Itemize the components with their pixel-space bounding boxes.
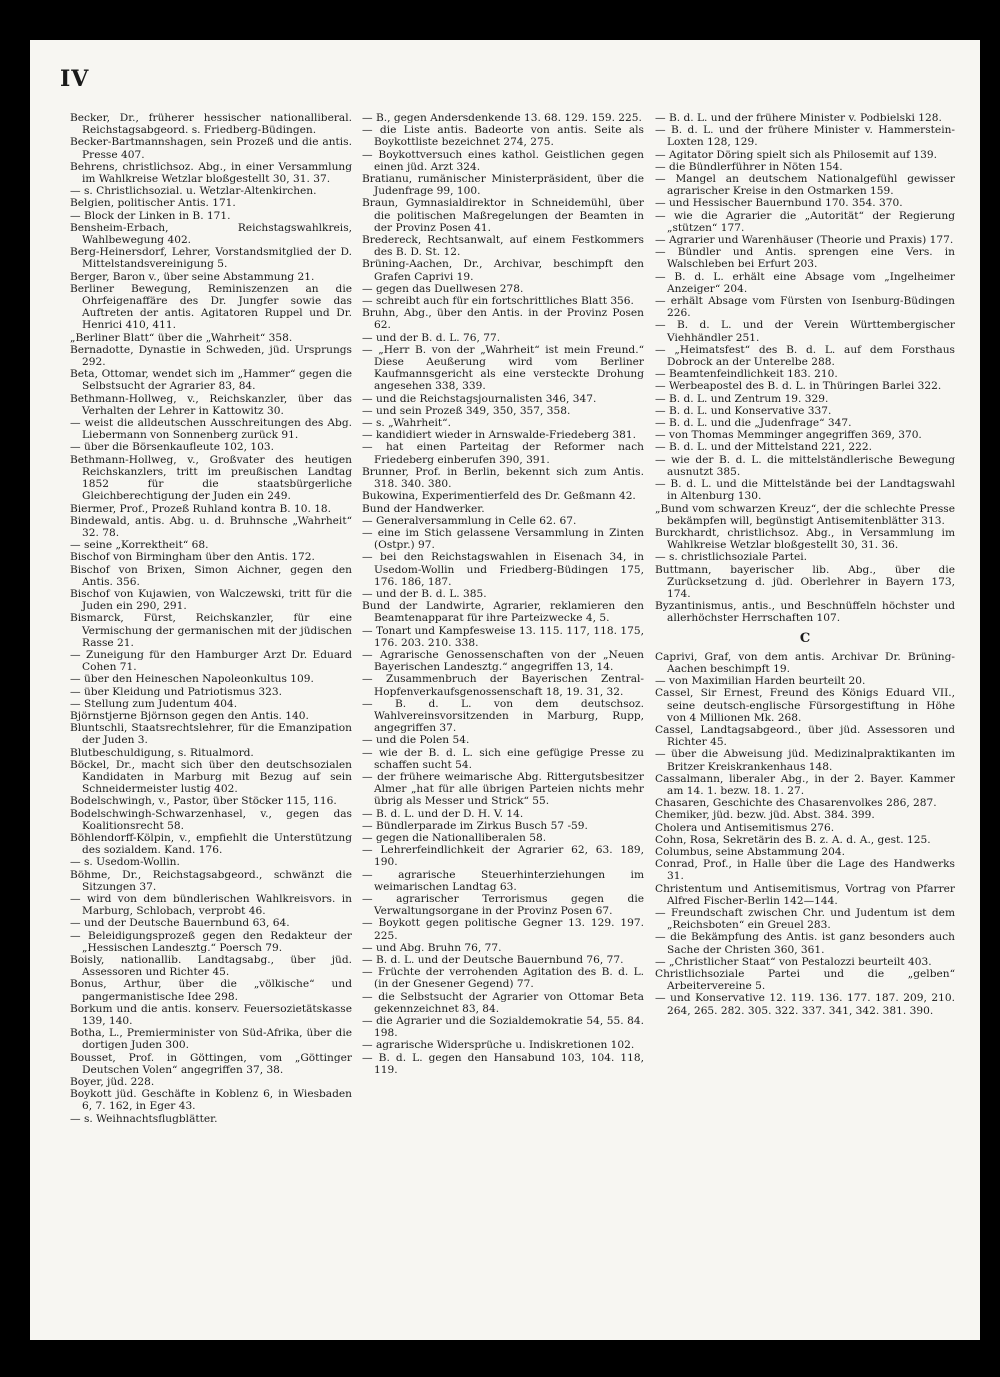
index-entry: — der frühere weimarische Abg. Rittergutsbesitzer Almer „hat für alle übrigen Parteien nichts mehr übrig als Messer und Strick“ 55. bbox=[362, 770, 644, 808]
index-entry: Bindewald, antis. Abg. u. d. Bruhnsche „Wahrheit“ 32. 78. bbox=[70, 514, 352, 539]
index-entry: — B. d. L. und Konservative 337. bbox=[655, 404, 832, 417]
index-entry: — und die Polen 54. bbox=[362, 734, 470, 747]
index-entry: Berger, Baron v., über seine Abstammung 21. bbox=[70, 270, 315, 283]
index-entry: — Lehrerfeindlichkeit der Agrarier 62, 63. 189, 190. bbox=[362, 844, 644, 869]
index-column-3 bbox=[655, 112, 955, 1017]
index-entry: Bensheim-Erbach, Reichstagswahlkreis, Wahlbewegung 402. bbox=[70, 221, 352, 247]
index-entry: Bund der Landwirte, Agrarier, reklamieren den Beamtenapparat für ihre Parteizwecke 4, 5. bbox=[362, 600, 644, 625]
index-entry: — Bündler und Antis. sprengen eine Vers. in Walschleben bei Erfurt 203. bbox=[655, 246, 955, 271]
index-entry: Berliner Bewegung, Reminiszenzen an die Ohrfeigenaffäre des Dr. Jungfer sowie das Auftreten der antis. Agitatoren Ruppel und Dr. Henrici 410, 411. bbox=[70, 282, 352, 332]
index-entry: — von Thomas Memminger angegriffen 369, 370. bbox=[655, 429, 922, 442]
index-entry: — B. d. L. von dem deutschsoz. Wahlvereinsvorsitzenden in Marburg, Rupp, angegriffen 37. bbox=[362, 697, 644, 735]
index-entry: — Agrarische Genossenschaften von der „Neuen Bayerischen Landesztg.“ angegriffen 13, 14. bbox=[362, 648, 644, 674]
index-entry: Beta, Ottomar, wendet sich im „Hammer“ gegen die Selbstsucht der Agrarier 83, 84. bbox=[70, 368, 352, 393]
index-entry: Bernadotte, Dynastie in Schweden, jüd. Ursprungs 292. bbox=[70, 343, 352, 369]
index-entry: — Boykott gegen politische Gegner 13. 129. 197. 225. bbox=[362, 917, 644, 942]
index-entry: — agrarische Widersprüche u. Indiskretionen 102. bbox=[362, 1039, 635, 1052]
index-entry: — schreibt auch für ein fortschrittliches Blatt 356. bbox=[362, 295, 634, 308]
index-entry: — B. d. L. erhält eine Absage vom „Ingelheimer Anzeiger“ 204. bbox=[655, 270, 955, 295]
index-entry: Cassel, Landtagsabgeord., über jüd. Assessoren und Richter 45. bbox=[655, 723, 955, 749]
section-letter: C bbox=[799, 630, 811, 646]
index-entry: Boisly, nationallib. Landtagsabg., über jüd. Assessoren und Richter 45. bbox=[70, 954, 352, 979]
index-entry: — gegen das Duellwesen 278. bbox=[362, 282, 524, 295]
index-entry: — Boykottversuch eines kathol. Geistlichen gegen einen jüd. Arzt 324. bbox=[362, 148, 644, 173]
index-entry: — und der Deutsche Bauernbund 63, 64. bbox=[70, 917, 290, 930]
index-entry: — gegen die Nationalliberalen 58. bbox=[362, 831, 547, 844]
index-entry: — und die Reichstagsjournalisten 346, 347. bbox=[362, 392, 597, 405]
index-entry: — erhält Absage vom Fürsten von Isenburg-Büdingen 226. bbox=[655, 295, 955, 320]
index-entry: Cholera und Antisemitismus 276. bbox=[655, 821, 835, 834]
index-entry: — und sein Prozeß 349, 350, 357, 358. bbox=[362, 404, 571, 417]
index-entry: — wie der B. d. L. sich eine gefügige Presse zu schaffen sucht 54. bbox=[362, 746, 644, 771]
index-entry: Chemiker, jüd. bezw. jüd. Abst. 384. 399. bbox=[655, 809, 875, 822]
index-entry: Böckel, Dr., macht sich über den deutschsozialen Kandidaten in Marburg mit Bezug auf sein Schneidermeister lustig 402. bbox=[70, 758, 352, 796]
index-entry: Caprivi, Graf, von dem antis. Archivar Dr. Brüning-Aachen beschimpft 19. bbox=[655, 650, 955, 675]
index-column-3-part-c bbox=[655, 651, 955, 1017]
index-entry: Byzantinismus, antis., und Beschnüffeln höchster und allerhöchster Herrschaften 107. bbox=[655, 600, 955, 625]
index-entry: Burckhardt, christlichsoz. Abg., in Versammlung im Wahlkreise Wetzlar bloßgestellt 30, 31. 36. bbox=[655, 526, 955, 552]
index-entry: Bredereck, Rechtsanwalt, auf einem Festkommers des B. D. St. 12. bbox=[362, 234, 644, 259]
index-entry: — B., gegen Andersdenkende 13. 68. 129. 159. 225. bbox=[362, 112, 642, 124]
index-entry: — über Kleidung und Patriotismus 323. bbox=[70, 685, 282, 698]
index-entry: Bethmann-Hollweg, v., Großvater des heutigen Reichskanzlers, tritt im preußischen Landtag 1852 für die staatsbürgerliche Gleichberechtigung der Juden ein 249. bbox=[70, 453, 352, 503]
index-entry: Buttmann, bayerischer lib. Abg., über die Zurücksetzung d. jüd. Oberlehrer in Bayern 173, 174. bbox=[655, 563, 955, 600]
index-entry: — seine „Korrektheit“ 68. bbox=[70, 539, 209, 552]
index-entry: — über die Abweisung jüd. Medizinalpraktikanten im Britzer Kreiskrankenhaus 148. bbox=[655, 748, 955, 773]
index-entry: Botha, L., Premierminister von Süd-Afrika, über die dortigen Juden 300. bbox=[70, 1027, 352, 1052]
index-entry: — und Hessischer Bauernbund 170. 354. 370. bbox=[655, 197, 903, 210]
index-entry: Berg-Heinersdorf, Lehrer, Vorstandsmitglied der D. Mittelstandsvereinigung 5. bbox=[70, 246, 352, 271]
index-entry: — die Bekämpfung des Antis. ist ganz besonders auch Sache der Christen 360, 361. bbox=[655, 931, 955, 956]
index-entry: — und der B. d. L. 385. bbox=[362, 587, 487, 600]
index-page bbox=[30, 40, 980, 1340]
index-entry: — Beamtenfeindlichkeit 183. 210. bbox=[655, 368, 838, 381]
index-entry: — B. d. L. und der frühere Minister v. Podbielski 128. bbox=[655, 112, 942, 124]
index-entry: Böhlendorff-Kölpin, v., empfiehlt die Unterstützung des sozialdem. Kand. 176. bbox=[70, 831, 352, 857]
index-entry: Bismarck, Fürst, Reichskanzler, für eine Vermischung der germanischen mit der jüdischen Rasse 21. bbox=[70, 612, 352, 649]
index-entry: — die Selbstsucht der Agrarier von Ottomar Beta gekennzeichnet 83, 84. bbox=[362, 990, 644, 1015]
index-entry: — B. d. L. und der Verein Württembergischer Viehhändler 251. bbox=[655, 319, 955, 344]
index-entry: — von Maximilian Harden beurteilt 20. bbox=[655, 675, 866, 688]
index-entry: Björnstjerne Björnson gegen den Antis. 140. bbox=[70, 709, 309, 722]
index-entry: — die Agrarier und die Sozialdemokratie 54, 55. 84. 198. bbox=[362, 1015, 644, 1040]
index-entry: — s. Christlichsozial. u. Wetzlar-Altenkirchen. bbox=[70, 185, 317, 198]
index-entry: — Tonart und Kampfesweise 13. 115. 117, 118. 175, 176. 203. 210. 338. bbox=[362, 624, 644, 649]
index-entry: — über den Heineschen Napoleonkultus 109. bbox=[70, 673, 314, 686]
index-entry: — „Heimatsfest“ des B. d. L. auf dem Forsthaus Dobrock an der Unterelbe 288. bbox=[655, 343, 955, 369]
index-entry: — wie die Agrarier die „Autorität“ der Regierung „stützen“ 177. bbox=[655, 209, 955, 234]
index-entry: Christlichsoziale Partei und die „gelben“ Arbeitervereine 5. bbox=[655, 968, 955, 993]
index-entry: — und Konservative 12. 119. 136. 177. 187. 209, 210. 264, 265. 282. 305. 322. 337. 341, 342. 381. 390. bbox=[655, 992, 955, 1017]
index-entry: — Mangel an deutschem Nationalgefühl gewisser agrarischer Kreise in den Ostmarken 159. bbox=[655, 173, 955, 198]
index-entry: „Bund vom schwarzen Kreuz“, der die schlechte Presse bekämpfen will, begünstigt Antisemitenblätter 313. bbox=[655, 502, 955, 527]
index-entry: Bluntschli, Staatsrechtslehrer, für die Emanzipation der Juden 3. bbox=[70, 722, 352, 747]
index-entry: „Berliner Blatt“ über die „Wahrheit“ 358. bbox=[70, 331, 293, 344]
index-entry: — Generalversammlung in Celle 62. 67. bbox=[362, 514, 577, 527]
index-entry: Bischof von Birmingham über den Antis. 172. bbox=[70, 551, 315, 564]
index-entry: — und Abg. Bruhn 76, 77. bbox=[362, 941, 502, 954]
index-entry: Bonus, Arthur, über die „völkische“ und pangermanistische Idee 298. bbox=[70, 978, 352, 1003]
index-entry: — Werbeapostel des B. d. L. in Thüringen Barlei 322. bbox=[655, 380, 942, 393]
index-entry: Cohn, Rosa, Sekretärin des B. z. A. d. A., gest. 125. bbox=[655, 833, 931, 846]
index-entry: Bruhn, Abg., über den Antis. in der Provinz Posen 62. bbox=[362, 307, 644, 332]
index-entry: Bukowina, Experimentierfeld des Dr. Geßmann 42. bbox=[362, 490, 636, 503]
index-entry: — Beleidigungsprozeß gegen den Redakteur der „Hessischen Landesztg.“ Poersch 79. bbox=[70, 929, 352, 954]
index-entry: — über die Börsenkaufleute 102, 103. bbox=[70, 441, 274, 454]
page-number: IV bbox=[60, 66, 90, 92]
index-entry: — die Liste antis. Badeorte von antis. Seite als Boykottliste bezeichnet 274, 275. bbox=[362, 124, 644, 149]
index-entry: Bischof von Brixen, Simon Aichner, gegen den Antis. 356. bbox=[70, 563, 352, 588]
index-entry: — Freundschaft zwischen Chr. und Judentum ist dem „Reichsboten“ ein Greuel 283. bbox=[655, 907, 955, 932]
index-entry: Brüning-Aachen, Dr., Archivar, beschimpft den Grafen Caprivi 19. bbox=[362, 258, 644, 283]
index-entry: — Zuneigung für den Hamburger Arzt Dr. Eduard Cohen 71. bbox=[70, 648, 352, 674]
index-entry: — Früchte der verrohenden Agitation des B. d. L. (in der Gnesener Gegend) 77. bbox=[362, 966, 644, 991]
index-entry: — agrarische Steuerhinterziehungen im weimarischen Landtag 63. bbox=[362, 868, 644, 893]
index-entry: Bratianu, rumänischer Ministerpräsident, über die Judenfrage 99, 100. bbox=[362, 173, 644, 198]
index-column-3-part-b bbox=[655, 112, 955, 625]
index-entry: Boyer, jüd. 228. bbox=[70, 1076, 155, 1089]
index-entry: — Stellung zum Judentum 404. bbox=[70, 697, 238, 710]
index-entry: — und der B. d. L. 76, 77. bbox=[362, 331, 501, 344]
index-entry: — wie der B. d. L. die mittelständlerische Bewegung ausnutzt 385. bbox=[655, 453, 955, 478]
index-entry: Borkum und die antis. konserv. Feuersozietätskasse 139, 140. bbox=[70, 1002, 352, 1028]
index-entry: Bischof von Kujawien, von Walczewski, tritt für die Juden ein 290, 291. bbox=[70, 587, 352, 613]
index-entry: — Bündlerparade im Zirkus Busch 57 -59. bbox=[362, 819, 588, 832]
index-entry: Chasaren, Geschichte des Chasarenvolkes 286, 287. bbox=[655, 797, 937, 810]
index-entry: — Agrarier und Warenhäuser (Theorie und Praxis) 177. bbox=[655, 234, 954, 247]
index-entry: Behrens, christlichsoz. Abg., in einer Versammlung im Wahlkreise Wetzlar bloßgestellt 30, 31. 37. bbox=[70, 160, 352, 186]
index-entry: — B. d. L. und der Deutsche Bauernbund 76, 77. bbox=[362, 954, 624, 967]
index-entry: — s. Weihnachtsflugblätter. bbox=[70, 1112, 218, 1125]
index-entry: Blutbeschuldigung, s. Ritualmord. bbox=[70, 746, 254, 759]
index-entry: — Zusammenbruch der Bayerischen Zentral-Hopfenverkaufsgenossenschaft 18, 19. 31, 32. bbox=[362, 673, 644, 698]
index-entry: Boykott jüd. Geschäfte in Koblenz 6, in Wiesbaden 6, 7. 162, in Eger 43. bbox=[70, 1088, 352, 1113]
index-column-1 bbox=[70, 112, 352, 1125]
index-entry: — „Christlicher Staat“ von Pestalozzi beurteilt 403. bbox=[655, 955, 932, 968]
index-entry: — s. christlichsoziale Partei. bbox=[655, 551, 808, 564]
index-entry: Cassalmann, liberaler Abg., in der 2. Bayer. Kammer am 14. 1. bezw. 18. 1. 27. bbox=[655, 772, 955, 797]
index-entry: Becker-Bartmannshagen, sein Prozeß und die antis. Presse 407. bbox=[70, 136, 352, 161]
index-entry: — B. d. L. und der D. H. V. 14. bbox=[362, 807, 524, 820]
index-entry: Becker, Dr., früherer hessischer nationalliberal. Reichstagsabgeord. s. Friedberg-Büdingen. bbox=[70, 112, 352, 137]
index-entry: — weist die alldeutschen Ausschreitungen des Abg. Liebermann von Sonnenberg zurück 91. bbox=[70, 417, 352, 442]
index-entry: — eine im Stich gelassene Versammlung in Zinten (Ostpr.) 97. bbox=[362, 526, 644, 552]
index-entry: Bodelschwingh, v., Pastor, über Stöcker 115, 116. bbox=[70, 795, 337, 808]
index-entry: Columbus, seine Abstammung 204. bbox=[655, 845, 845, 858]
index-entry: Böhme, Dr., Reichstagsabgeord., schwänzt die Sitzungen 37. bbox=[70, 868, 352, 893]
index-entry: — B. d. L. und der Mittelstand 221, 222. bbox=[655, 441, 872, 454]
index-entry: Bund der Handwerker. bbox=[362, 502, 485, 515]
index-entry: — B. d. L. und die Mittelstände bei der Landtagswahl in Altenburg 130. bbox=[655, 478, 955, 503]
index-entry: Bethmann-Hollweg, v., Reichskanzler, über das Verhalten der Lehrer in Kattowitz 30. bbox=[70, 392, 352, 417]
index-entry: — Agitator Döring spielt sich als Philosemit auf 139. bbox=[655, 148, 937, 161]
index-entry: — die Bündlerführer in Nöten 154. bbox=[655, 160, 843, 173]
index-entry: Bousset, Prof. in Göttingen, vom „Göttinger Deutschen Volen“ angegriffen 37, 38. bbox=[70, 1051, 352, 1076]
index-entry: Conrad, Prof., in Halle über die Lage des Handwerks 31. bbox=[655, 858, 955, 883]
index-entry: — „Herr B. von der „Wahrheit“ ist mein Freund.“ Diese Aeußerung wird vom Berliner Kaufmannsgericht als eine versteckte Drohung angesehen 338, 339. bbox=[362, 343, 644, 393]
index-entry: — B. d. L. gegen den Hansabund 103, 104. 118, 119. bbox=[362, 1051, 644, 1076]
index-entry: — bei den Reichstagswahlen in Eisenach 34, in Usedom-Wollin und Friedberg-Büdingen 175, 176. 186, 187. bbox=[362, 551, 644, 588]
index-entry: Braun, Gymnasialdirektor in Schneidemühl, über die politischen Maßregelungen der Beamten in der Provinz Posen 41. bbox=[362, 197, 644, 234]
index-entry: Christentum und Antisemitismus, Vortrag von Pfarrer Alfred Fischer-Berlin 142—144. bbox=[655, 882, 955, 907]
index-entry: — wird von dem bündlerischen Wahlkreisvors. in Marburg, Schlobach, verprobt 46. bbox=[70, 893, 352, 918]
index-entry: — B. d. L. und Zentrum 19. 329. bbox=[655, 392, 829, 405]
index-entry: — s. „Wahrheit“. bbox=[362, 417, 451, 430]
index-entry: Bodelschwingh-Schwarzenhasel, v., gegen das Koalitionsrecht 58. bbox=[70, 807, 352, 832]
index-entry: Brunner, Prof. in Berlin, bekennt sich zum Antis. 318. 340. 380. bbox=[362, 465, 644, 491]
index-entry: Cassel, Sir Ernest, Freund des Königs Eduard VII., seine deutsch-englische Fürsorgestiftung in Höhe von 4 Millionen Mk. 268. bbox=[655, 687, 955, 724]
index-entry: — Block der Linken in B. 171. bbox=[70, 209, 231, 222]
index-entry: — hat einen Parteitag der Reformer nach Friedeberg einberufen 390, 391. bbox=[362, 441, 644, 466]
index-entry: — kandidiert wieder in Arnswalde-Friedeberg 381. bbox=[362, 429, 636, 442]
index-entry: — B. d. L. und die „Judenfrage“ 347. bbox=[655, 417, 852, 430]
index-entry: Belgien, politischer Antis. 171. bbox=[70, 197, 236, 210]
index-entry: Biermer, Prof., Prozeß Ruhland kontra B. 10. 18. bbox=[70, 502, 332, 515]
index-entry: — s. Usedom-Wollin. bbox=[70, 856, 180, 869]
index-column-2 bbox=[362, 112, 644, 1076]
index-entry: — B. d. L. und der frühere Minister v. Hammerstein-Loxten 128, 129. bbox=[655, 124, 955, 149]
index-entry: — agrarischer Terrorismus gegen die Verwaltungsorgane in der Provinz Posen 67. bbox=[362, 893, 644, 918]
